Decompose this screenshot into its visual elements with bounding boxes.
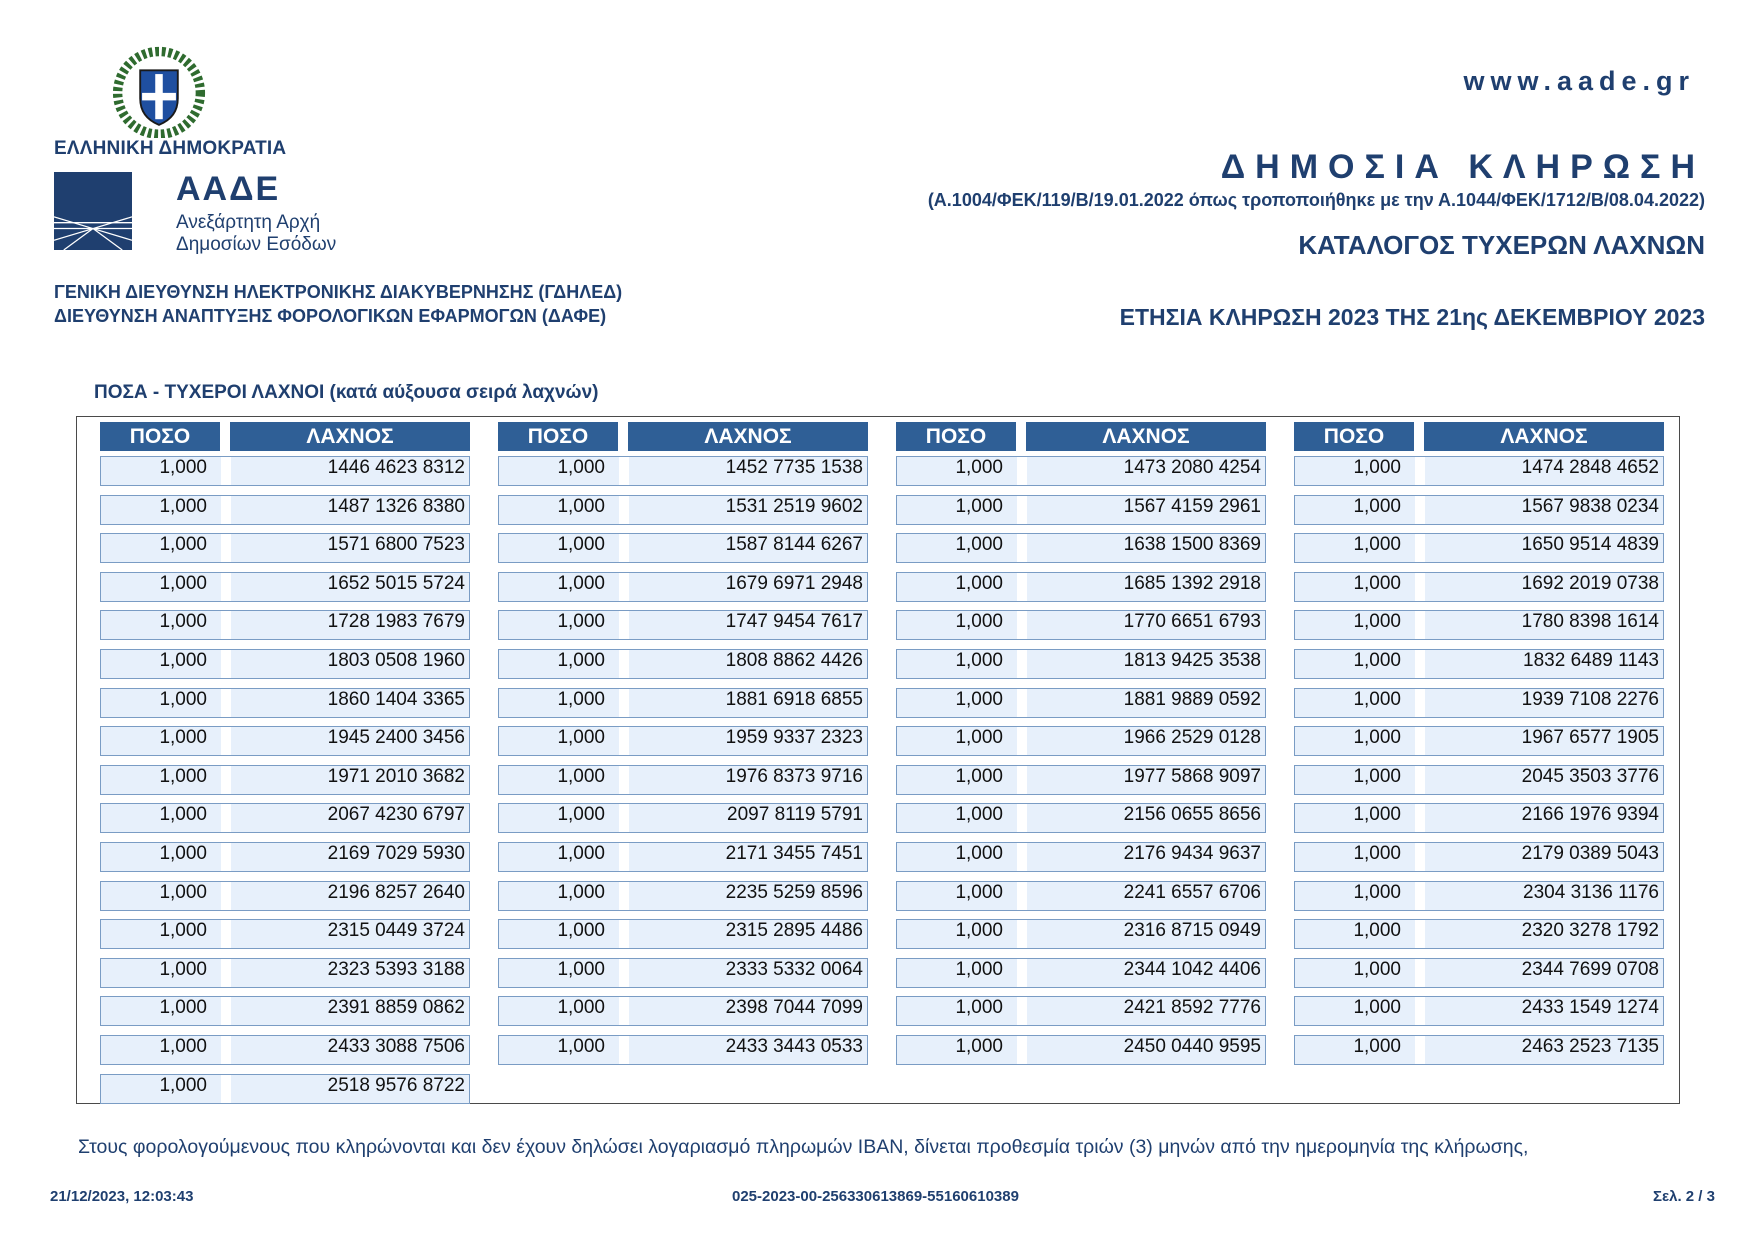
- cell-separator: [1415, 573, 1425, 601]
- cell-separator: [1415, 843, 1425, 871]
- lottery-number-cell: 2097 8119 5791: [727, 804, 863, 826]
- cell-separator: [619, 804, 629, 832]
- cell-separator: [221, 534, 231, 562]
- column-header-amount: ΠΟΣΟ: [498, 422, 618, 451]
- lottery-number-cell: 1652 5015 5724: [327, 572, 465, 594]
- cell-separator: [619, 650, 629, 678]
- lottery-number-cell: 1567 4159 2961: [1123, 495, 1261, 517]
- table-row: [100, 1074, 470, 1104]
- lottery-number-cell: 1587 8144 6267: [725, 534, 863, 556]
- cell-separator: [221, 611, 231, 639]
- cell-separator: [1017, 727, 1027, 755]
- lottery-number-cell: 2169 7029 5930: [327, 843, 465, 864]
- cell-separator: [1415, 882, 1425, 910]
- lottery-number-cell: 1452 7735 1538: [725, 457, 863, 478]
- column-header-amount: ΠΟΣΟ: [100, 422, 220, 451]
- amount-cell: 1,000: [1353, 572, 1401, 594]
- cell-separator: [619, 882, 629, 910]
- lottery-number-cell: 2344 7699 0708: [1521, 958, 1659, 980]
- amount-cell: 1,000: [1353, 534, 1401, 556]
- amount-cell: 1,000: [1353, 804, 1401, 826]
- amount-cell: 1,000: [159, 843, 207, 864]
- cell-separator: [221, 689, 231, 717]
- lottery-number-cell: 1881 6918 6855: [725, 688, 863, 710]
- amount-cell: 1,000: [1353, 650, 1401, 671]
- table-row: [498, 881, 868, 911]
- cell-separator: [221, 457, 231, 485]
- lottery-number-cell: 2156 0655 8656: [1123, 804, 1261, 826]
- table-row: [100, 1035, 470, 1065]
- column-header-lottery: ΛΑΧΝΟΣ: [1026, 422, 1266, 451]
- amount-cell: 1,000: [159, 1036, 207, 1057]
- table-row: [498, 996, 868, 1026]
- cell-separator: [221, 573, 231, 601]
- lottery-number-cell: 1728 1983 7679: [327, 611, 465, 633]
- amount-cell: 1,000: [1353, 997, 1401, 1019]
- amount-cell: 1,000: [159, 457, 207, 478]
- lottery-number-cell: 2166 1976 9394: [1521, 804, 1659, 826]
- table-row: [498, 842, 868, 872]
- table-row: [1294, 996, 1664, 1026]
- cell-separator: [1415, 611, 1425, 639]
- column-header-lottery: ΛΑΧΝΟΣ: [1424, 422, 1664, 451]
- aade-logo: [54, 172, 344, 256]
- amount-cell: 1,000: [557, 804, 605, 826]
- amount-cell: 1,000: [159, 650, 207, 671]
- lottery-number-cell: 1638 1500 8369: [1123, 534, 1261, 556]
- amount-cell: 1,000: [1353, 881, 1401, 903]
- table-row: [100, 803, 470, 833]
- table-row: [498, 958, 868, 988]
- cell-separator: [1017, 882, 1027, 910]
- table-row: [1294, 1035, 1664, 1065]
- amount-cell: 1,000: [159, 958, 207, 980]
- amount-cell: 1,000: [955, 611, 1003, 633]
- footer-timestamp: 21/12/2023, 12:03:43: [50, 1188, 194, 1205]
- lottery-number-cell: 2045 3503 3776: [1521, 765, 1659, 787]
- aade-logo-mark-icon: [54, 172, 132, 250]
- table-row: [100, 881, 470, 911]
- table-row: [896, 919, 1266, 949]
- amount-cell: 1,000: [955, 1036, 1003, 1057]
- table-row: [1294, 803, 1664, 833]
- cell-separator: [221, 727, 231, 755]
- republic-label: ΕΛΛΗΝΙΚΗ ΔΗΜΟΚΡΑΤΙΑ: [54, 138, 287, 159]
- cell-separator: [221, 843, 231, 871]
- amount-cell: 1,000: [955, 534, 1003, 556]
- table-row: [1294, 456, 1664, 486]
- website-link[interactable]: www.aade.gr: [1463, 66, 1695, 96]
- cell-separator: [1415, 1036, 1425, 1064]
- cell-separator: [619, 611, 629, 639]
- table-row: [498, 495, 868, 525]
- cell-separator: [1017, 804, 1027, 832]
- draw-title: ΕΤΗΣΙΑ ΚΛΗΡΩΣΗ 2023 ΤΗΣ 21ης ΔΕΚΕΜΒΡΙΟΥ 2023: [1119, 304, 1705, 330]
- amount-cell: 1,000: [955, 688, 1003, 710]
- table-row: [100, 495, 470, 525]
- amount-cell: 1,000: [557, 920, 605, 942]
- amount-cell: 1,000: [955, 457, 1003, 478]
- amount-cell: 1,000: [557, 572, 605, 594]
- amount-cell: 1,000: [557, 650, 605, 671]
- amount-cell: 1,000: [557, 611, 605, 633]
- amount-cell: 1,000: [159, 804, 207, 826]
- table-row: [1294, 842, 1664, 872]
- amount-cell: 1,000: [557, 765, 605, 787]
- cell-separator: [1415, 457, 1425, 485]
- cell-separator: [1017, 496, 1027, 524]
- table-row: [896, 765, 1266, 795]
- cell-separator: [1017, 457, 1027, 485]
- cell-separator: [1415, 766, 1425, 794]
- cell-separator: [221, 1075, 231, 1103]
- cell-separator: [221, 997, 231, 1025]
- amount-cell: 1,000: [159, 572, 207, 594]
- table-row: [896, 996, 1266, 1026]
- cell-separator: [1415, 727, 1425, 755]
- table-row: [1294, 572, 1664, 602]
- amount-cell: 1,000: [1353, 688, 1401, 710]
- lottery-number-cell: 1780 8398 1614: [1521, 611, 1659, 633]
- lottery-number-cell: 2315 0449 3724: [327, 920, 465, 942]
- lottery-number-cell: 1487 1326 8380: [327, 495, 465, 517]
- amount-cell: 1,000: [1353, 843, 1401, 864]
- table-row: [1294, 958, 1664, 988]
- table-row: [896, 958, 1266, 988]
- lottery-number-cell: 2433 1549 1274: [1521, 997, 1659, 1019]
- amount-cell: 1,000: [557, 688, 605, 710]
- cell-separator: [1017, 534, 1027, 562]
- cell-separator: [1415, 920, 1425, 948]
- table-row: [896, 726, 1266, 756]
- table-row: [498, 649, 868, 679]
- table-row: [100, 688, 470, 718]
- amount-cell: 1,000: [1353, 958, 1401, 980]
- amount-cell: 1,000: [1353, 611, 1401, 633]
- column-header-amount: ΠΟΣΟ: [1294, 422, 1414, 451]
- lottery-number-cell: 2433 3443 0533: [725, 1036, 863, 1057]
- footer-document-code: 025-2023-00-256330613869-55160610389: [732, 1188, 1019, 1205]
- cell-separator: [619, 534, 629, 562]
- amount-cell: 1,000: [159, 727, 207, 749]
- amount-cell: 1,000: [1353, 727, 1401, 749]
- cell-separator: [1017, 573, 1027, 601]
- cell-separator: [1017, 997, 1027, 1025]
- lottery-number-cell: 1473 2080 4254: [1123, 457, 1261, 478]
- table-row: [1294, 688, 1664, 718]
- lottery-number-cell: 1808 8862 4426: [725, 650, 863, 671]
- cell-separator: [619, 457, 629, 485]
- cell-separator: [619, 920, 629, 948]
- lottery-number-cell: 2450 0440 9595: [1123, 1036, 1261, 1057]
- amount-cell: 1,000: [159, 534, 207, 556]
- lottery-number-cell: 1446 4623 8312: [327, 457, 465, 478]
- table-row: [1294, 649, 1664, 679]
- table-row: [498, 456, 868, 486]
- directorate-general-label: ΓΕΝΙΚΗ ΔΙΕΥΘΥΝΣΗ ΗΛΕΚΤΡΟΝΙΚΗΣ ΔΙΑΚΥΒΕΡΝΗΣΗΣ (ΓΔΗΛΕΔ): [54, 282, 623, 302]
- lottery-number-cell: 1976 8373 9716: [725, 765, 863, 787]
- amount-cell: 1,000: [557, 727, 605, 749]
- lottery-number-cell: 2315 2895 4486: [725, 920, 863, 942]
- table-row: [100, 996, 470, 1026]
- lottery-number-cell: 1945 2400 3456: [327, 727, 465, 749]
- table-row: [498, 572, 868, 602]
- directorate-label: ΔΙΕΥΘΥΝΣΗ ΑΝΑΠΤΥΞΗΣ ΦΟΡΟΛΟΓΙΚΩΝ ΕΦΑΡΜΟΓΩΝ (ΔΑΦΕ): [54, 306, 607, 326]
- lottery-number-cell: 2067 4230 6797: [327, 804, 465, 826]
- amount-cell: 1,000: [159, 1074, 207, 1096]
- amount-cell: 1,000: [955, 881, 1003, 903]
- amount-cell: 1,000: [557, 495, 605, 517]
- lottery-number-cell: 1692 2019 0738: [1521, 572, 1659, 594]
- cell-separator: [619, 496, 629, 524]
- document-reference: (Α.1004/ΦΕΚ/119/Β/19.01.2022 όπως τροποποιήθηκε με την Α.1044/ΦΕΚ/1712/Β/08.04.2022): [927, 190, 1705, 210]
- amount-cell: 1,000: [955, 843, 1003, 864]
- cell-separator: [1017, 766, 1027, 794]
- table-row: [896, 881, 1266, 911]
- table-row: [498, 533, 868, 563]
- cell-separator: [619, 766, 629, 794]
- lottery-number-cell: 1966 2529 0128: [1123, 727, 1261, 749]
- amount-cell: 1,000: [955, 572, 1003, 594]
- lottery-number-cell: 2398 7044 7099: [725, 997, 863, 1019]
- cell-separator: [1017, 1036, 1027, 1064]
- cell-separator: [619, 573, 629, 601]
- lottery-number-cell: 2433 3088 7506: [327, 1036, 465, 1057]
- lottery-number-cell: 1860 1404 3365: [327, 688, 465, 710]
- table-row: [1294, 881, 1664, 911]
- column-header-lottery: ΛΑΧΝΟΣ: [230, 422, 470, 451]
- lottery-number-cell: 1685 1392 2918: [1123, 572, 1261, 594]
- lottery-number-cell: 2391 8859 0862: [327, 997, 465, 1019]
- lottery-number-cell: 1770 6651 6793: [1123, 611, 1261, 633]
- column-header-lottery: ΛΑΧΝΟΣ: [628, 422, 868, 451]
- cell-separator: [1017, 650, 1027, 678]
- amount-cell: 1,000: [557, 1036, 605, 1057]
- lottery-number-cell: 2196 8257 2640: [327, 881, 465, 903]
- cell-separator: [221, 959, 231, 987]
- cell-separator: [619, 997, 629, 1025]
- table-row: [896, 495, 1266, 525]
- cell-separator: [1415, 496, 1425, 524]
- table-row: [896, 842, 1266, 872]
- amount-cell: 1,000: [159, 920, 207, 942]
- amount-cell: 1,000: [557, 843, 605, 864]
- cell-separator: [619, 1036, 629, 1064]
- amount-cell: 1,000: [557, 457, 605, 478]
- cell-separator: [221, 920, 231, 948]
- amount-cell: 1,000: [955, 495, 1003, 517]
- amount-cell: 1,000: [557, 534, 605, 556]
- cell-separator: [1415, 959, 1425, 987]
- lottery-number-cell: 2304 3136 1176: [1523, 881, 1659, 903]
- table-row: [498, 765, 868, 795]
- table-row: [100, 456, 470, 486]
- amount-cell: 1,000: [955, 650, 1003, 671]
- amount-cell: 1,000: [159, 495, 207, 517]
- lottery-number-cell: 1531 2519 9602: [725, 495, 863, 517]
- cell-separator: [1017, 689, 1027, 717]
- lottery-number-cell: 1650 9514 4839: [1521, 534, 1659, 556]
- lottery-number-cell: 2320 3278 1792: [1521, 920, 1659, 942]
- lottery-number-cell: 1474 2848 4652: [1521, 457, 1659, 478]
- lottery-number-cell: 2235 5259 8596: [725, 881, 863, 903]
- table-row: [498, 919, 868, 949]
- aade-name: ΑΑΔΕ: [176, 170, 281, 208]
- coat-of-arms-icon: [112, 44, 206, 138]
- table-row: [1294, 726, 1664, 756]
- cell-separator: [619, 843, 629, 871]
- amount-cell: 1,000: [557, 958, 605, 980]
- table-row: [896, 533, 1266, 563]
- table-row: [896, 1035, 1266, 1065]
- lottery-number-cell: 2179 0389 5043: [1521, 843, 1659, 864]
- table-row: [498, 803, 868, 833]
- document-title: ΔΗΜΟΣΙΑ ΚΛΗΡΩΣΗ: [1220, 148, 1705, 186]
- lottery-number-cell: 1967 6577 1905: [1521, 727, 1659, 749]
- lottery-number-cell: 2171 3455 7451: [725, 843, 863, 864]
- table-row: [100, 726, 470, 756]
- table-row: [498, 1035, 868, 1065]
- cell-separator: [1415, 689, 1425, 717]
- amount-cell: 1,000: [1353, 765, 1401, 787]
- amount-cell: 1,000: [955, 804, 1003, 826]
- amount-cell: 1,000: [955, 920, 1003, 942]
- table-row: [1294, 533, 1664, 563]
- lottery-number-cell: 2323 5393 3188: [327, 958, 465, 980]
- amount-cell: 1,000: [955, 997, 1003, 1019]
- amount-cell: 1,000: [955, 765, 1003, 787]
- lottery-number-cell: 1679 6971 2948: [725, 572, 863, 594]
- table-row: [1294, 495, 1664, 525]
- amount-cell: 1,000: [1353, 457, 1401, 478]
- lottery-number-cell: 1571 6800 7523: [327, 534, 465, 556]
- cell-separator: [1017, 843, 1027, 871]
- table-row: [1294, 610, 1664, 640]
- table-row: [100, 958, 470, 988]
- table-row: [100, 572, 470, 602]
- section-title: ΠΟΣΑ - ΤΥΧΕΡΟΙ ΛΑΧΝΟΙ (κατά αύξουσα σειρά λαχνών): [94, 382, 599, 403]
- amount-cell: 1,000: [159, 688, 207, 710]
- lottery-number-cell: 1977 5868 9097: [1123, 765, 1261, 787]
- table-row: [1294, 919, 1664, 949]
- amount-cell: 1,000: [1353, 495, 1401, 517]
- lottery-number-cell: 2316 8715 0949: [1123, 920, 1261, 942]
- cell-separator: [619, 959, 629, 987]
- catalog-title: ΚΑΤΑΛΟΓΟΣ ΤΥΧΕΡΩΝ ΛΑΧΝΩΝ: [1298, 230, 1705, 260]
- cell-separator: [221, 650, 231, 678]
- amount-cell: 1,000: [1353, 1036, 1401, 1057]
- table-row: [100, 765, 470, 795]
- cell-separator: [619, 727, 629, 755]
- lottery-number-cell: 1971 2010 3682: [327, 765, 465, 787]
- table-row: [100, 610, 470, 640]
- cell-separator: [221, 766, 231, 794]
- table-row: [1294, 765, 1664, 795]
- table-row: [896, 610, 1266, 640]
- cell-separator: [221, 804, 231, 832]
- table-row: [896, 456, 1266, 486]
- table-row: [100, 919, 470, 949]
- amount-cell: 1,000: [557, 881, 605, 903]
- lottery-number-cell: 1813 9425 3538: [1123, 650, 1261, 671]
- table-row: [896, 688, 1266, 718]
- iban-footnote: Στους φορολογούμενους που κληρώνονται και δεν έχουν δηλώσει λογαριασμό πληρωμών IBAN, δίνεται προθεσμία τριών (3) μηνών από την ημερομηνία της κλήρωσης,: [78, 1136, 1529, 1158]
- cell-separator: [221, 1036, 231, 1064]
- cell-separator: [1017, 920, 1027, 948]
- amount-cell: 1,000: [159, 611, 207, 633]
- lottery-number-cell: 2333 5332 0064: [725, 958, 863, 980]
- cell-separator: [1415, 534, 1425, 562]
- lottery-number-cell: 2344 1042 4406: [1123, 958, 1261, 980]
- footer-page-number: Σελ. 2 / 3: [1653, 1188, 1715, 1205]
- table-row: [498, 726, 868, 756]
- cell-separator: [1017, 611, 1027, 639]
- lottery-number-cell: 1567 9838 0234: [1521, 495, 1659, 517]
- amount-cell: 1,000: [1353, 920, 1401, 942]
- amount-cell: 1,000: [557, 997, 605, 1019]
- cell-separator: [1415, 650, 1425, 678]
- table-row: [100, 533, 470, 563]
- lottery-number-cell: 2518 9576 8722: [327, 1074, 465, 1096]
- lottery-number-cell: 2176 9434 9637: [1123, 843, 1261, 864]
- cell-separator: [619, 689, 629, 717]
- lottery-number-cell: 1881 9889 0592: [1123, 688, 1261, 710]
- cell-separator: [1415, 997, 1425, 1025]
- aade-subtitle-line2: Δημοσίων Εσόδων: [176, 234, 337, 255]
- amount-cell: 1,000: [955, 727, 1003, 749]
- amount-cell: 1,000: [955, 958, 1003, 980]
- lottery-number-cell: 1803 0508 1960: [327, 650, 465, 671]
- table-row: [896, 803, 1266, 833]
- amount-cell: 1,000: [159, 765, 207, 787]
- table-row: [100, 649, 470, 679]
- lottery-number-cell: 2241 6557 6706: [1123, 881, 1261, 903]
- lottery-number-cell: 1959 9337 2323: [725, 727, 863, 749]
- column-header-amount: ΠΟΣΟ: [896, 422, 1016, 451]
- aade-subtitle-line1: Ανεξάρτητη Αρχή: [176, 212, 321, 233]
- cell-separator: [221, 496, 231, 524]
- lottery-number-cell: 1747 9454 7617: [725, 611, 863, 633]
- table-row: [498, 610, 868, 640]
- amount-cell: 1,000: [159, 997, 207, 1019]
- cell-separator: [221, 882, 231, 910]
- table-row: [896, 572, 1266, 602]
- lottery-number-cell: 2421 8592 7776: [1123, 997, 1261, 1019]
- lottery-number-cell: 1939 7108 2276: [1521, 688, 1659, 710]
- cell-separator: [1017, 959, 1027, 987]
- amount-cell: 1,000: [159, 881, 207, 903]
- table-row: [498, 688, 868, 718]
- lottery-number-cell: 2463 2523 7135: [1521, 1036, 1659, 1057]
- table-row: [896, 649, 1266, 679]
- table-row: [100, 842, 470, 872]
- cell-separator: [1415, 804, 1425, 832]
- lottery-number-cell: 1832 6489 1143: [1523, 650, 1659, 671]
